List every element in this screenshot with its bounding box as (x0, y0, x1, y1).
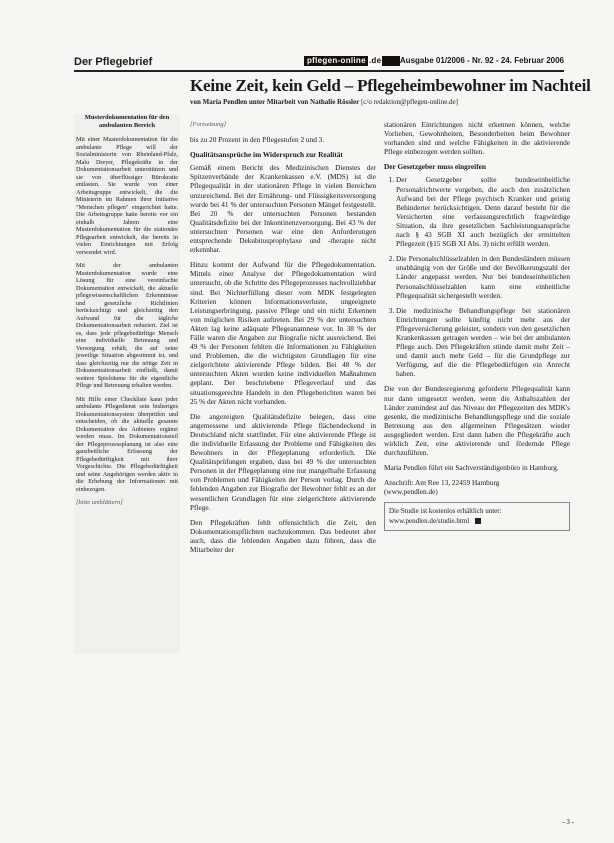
paragraph: Den Pflegekräften fehlt offensichtlich die Zeit, den Dokumentationspflichten nachzukommen. Das bedeutet aber auch, dass die fehlenden Angaben dazu führen, dass die Mitarbeiter der (190, 517, 376, 555)
list-item: 2. Die Personalschlüsselzahlen in den Bundesländern müssen unabhängig von der Größe und der Bevölkerungszahl der Länder angepasst werden. Nur bei bundeseinheitlichen Personalschlüsselzahlen kann eine einheitliche Pflegequalität sichergestellt werden. (396, 254, 570, 299)
website-link[interactable]: (www.pendlen.de) (384, 487, 438, 497)
address (384, 478, 570, 496)
newsletter-header (74, 56, 564, 72)
paragraph: Gemäß einem Bericht des Medizinischen Dienstes der Spitzenverbände der Krankenkassen e.V. (MDS) ist die Pflegequalität in der stationären Pflege in vielen Bereichen unzureichend. Bei der Ernährung- und Flüssigkeitsversorgung wurde bei 41 % der untersuchten Personen Mängel festgestellt. Bei 20 % der untersuchten Personen bestanden Qualitätsdefizite bei der Inkontinenzversorgung. Bei 43 % der untersuchten Personen war eine den Anforderungen entsprechende Dekubitusprophylaxe und -therapie nicht erkennbar. (190, 163, 376, 255)
study-box (384, 502, 570, 530)
study-link[interactable]: www.pendlen.de/studie.html (389, 516, 470, 525)
list-item: 1. Der Gesetzgeber sollte bundeseinheitliche Personalrichtwerte vorgeben, die auch den zusätzlichen Aufwand bei der Pflege psychisch Kranker und geistig Behinderter berücksichtigen. Denn darauf besteht für die Versicherten eine verfassungsrechtlich fragwürdige Situation, da ihre gesetzlichen Sachleistungsansprüche nach § 43 SGB XI auch bezüglich der ermittelten Pflegezeit (§15 SGB XI Abs. 3) nicht erfüllt werden. (396, 175, 570, 248)
demands-list (384, 175, 570, 378)
sidebar-box (74, 114, 180, 654)
byline-authors: von Maria Pendlen unter Mitarbeit von Nathalie Rössler (190, 98, 360, 106)
continuation-note: [Fortsetzung] (190, 121, 227, 128)
list-item: 3. Die medizinische Behandlungspflege bei stationären Einrichtungen sollte künftig nicht mehr aus der Pflegeversicherung geleistet, sondern von den gesetzlichen Krankenkassen getragen werden – wie bei der ambulanten Pflege auch. Den Pflegekräften stünde damit mehr Zeit – und damit auch mehr Geld – für die Grundpflege zur Verfügung, auf die die Pflegebedürftigen ein Anrecht haben. (396, 306, 570, 379)
article-column-2 (190, 120, 376, 560)
paragraph: Hinzu kommt der Aufwand für die Pflegedokumentation. Mittels einer Analyse der Pflegedokumentation wird untersucht, ob die Schritte des Pflegeprozesses nachvollziehbar sind. Bei Nichterfüllung dieser vom MDK festgelegten Kriterien können Informationsverluste, ungeeignete Leistungserbringung, passive Pflege und ein nicht Erkennen von möglichen Risiken auftreten. Bei 29 % der untersuchten Akten lag keine adäquate Pflegeanamnese vor. In 38 % der Fälle waren die Angaben zur Biografie nicht ausreichend. Bei 49 % der Personen fehlten die Informationen zu Fähigkeiten und Problemen, die die wichtigsten Grundlagen für eine zielgerichtete aktivierende Pflege bilden. Bei 48 % der untersuchten Akten wurden keine individuellen Maßnahmen geplant. Der beschriebene Pflegeverlauf und das situationsgerechte Handeln in den Pflegeberichten waren bei 25 % der Akten nicht vorhanden. (190, 260, 376, 406)
sidebar-paragraph: Mit Hilfe einer Checkliste kann jeder ambulante Pflegedienst sein bisheriges Dokumentationssystem überprüfen und entscheiden, ob die aktuelle gesamte Dokumentation des Anbieters ergänzt werden muss. Im Dokumentationsteil der Pflegeprozessplanung ist also eine ganzheitliche Erfassung der Pflegebedürftigkeit mit ihrer Vorgeschichte. Die Pflegebedürftigkeit und seine Angehörigen werden aktiv in die Erhebung der Informationen mit einbezogen. (76, 395, 178, 493)
page-number: - 3 - (562, 818, 574, 826)
section-heading: Der Gesetzgeber muss eingreifen (384, 162, 486, 172)
byline-contact: [c/o redaktion@pflegen-online.de] (360, 98, 458, 106)
square-bullet-icon (475, 518, 481, 524)
article-headline: Keine Zeit, kein Geld – Pflegeheimbewohner im Nachteil (190, 76, 591, 95)
logo-tld: .de (368, 56, 382, 65)
section-heading: Qualitätsansprüche im Widerspruch zur Realität (190, 150, 343, 160)
paragraph: stationären Einrichtungen nicht erkennen können, welche Vorlieben, Gewohnheiten, Besonderheiten beim Bewohner vorhanden sind und welche Fähigkeiten in die aktivierende Pflege einbezogen werden sollten. (384, 120, 570, 157)
logo (304, 56, 400, 66)
article-byline (190, 98, 576, 106)
brand-title: Der Pflegebrief (74, 56, 153, 68)
paragraph: bis zu 20 Prozent in den Pflegestufen 2 und 3. (190, 135, 325, 145)
author-note: Maria Pendlen führt ein Sachverständigenbüro in Hamburg. (384, 463, 559, 473)
sidebar-paragraph: Mit einer Musterdokumentation für die ambulante Pflege will der Sozialministerin von Rheinland-Pfalz, Malu Dreyer, Pflegekräfte in der Dokumentationsarbeit unterstützen und sie von überflüssiger Bürokratie entlasten. Sie wurde von einer Arbeitsgruppe entwickelt, die die Ministerin im Rahmen ihrer Initiative "Menschen pflegen" eingerichtet hatte. Die Arbeitsgruppe hatte bereits vor ein einhalb Jahren eine Musterdokumentation für die stationäre Pflegearbeit entwickelt, die bereits in vielen Einrichtungen mit Erfolg verwendet wird. (76, 136, 178, 256)
issue-info: Ausgabe 01/2006 - Nr. 92 - 24. Februar 2006 (399, 56, 564, 65)
paragraph: Die angezeigten Qualitätsdefizite belegen, dass eine angemessene und aktivierende Pflege flächendeckend in Deutschland nicht stattfindet. Für eine aktivierende Pflege ist die individuelle Erfassung der Probleme und Fähigkeiten des Bewohners in der Pflegeplanung erforderlich. Die Qualitätsprüfungen ergaben, dass bei 49 % der untersuchten Personen in der Pflegeplanung eine nur mangelhafte Erfassung von Problemen und Fähigkeiten der Person vorlag. Durch die fehlenden Angaben zur Biografie der Bewohner fehlt es an der wesentlichen Grundlagen für eine zielgerichtete aktivierende Pflege. (190, 411, 376, 512)
address-text: Anschrift: Am Ree 13, 22459 Hamburg (384, 478, 500, 488)
paragraph: Die von der Bundesregierung geforderte Pflegequalität kann nur dann umgesetzt werden, wenn die Anhaltszahlen der Länder zumindest auf das Niveau der Pflegezeiten des MDK's gesenkt, die medizinische Behandlungspflege und die soziale Betreuung aus den allgemeinen Pflegesätzen wieder ausgegliedert werden. Erst dann haben die Pflegekräfte auch wirklich Zeit, eine aktivierende und fördernde Pflege durchzuführen. (384, 384, 570, 458)
sidebar-title: Musterdokumentation für den ambulanten Bereich (84, 114, 170, 129)
sidebar-continue-note: [bitte umblättern] (76, 499, 123, 506)
sidebar-paragraph: Mit der ambulanten Musterdokumentation wurde eine Lösung für eine vereinfachte Dokumentation entwickelt, die aktuelle pflegewissenschaftlichen Erkenntnisse und gesetzliche Richtlinien berücksichtigt und gleichzeitig den Aufwand für die tägliche Dokumentationsarbeit reduziert. Ziel ist es, dass jede pflegebedürftige Mensch eine individuelle Betreuung und Versorgung erhält, die auf seine jeweilige Situation abgestimmt ist, und dass gleichzeitig nur die nötige Zeit in Dokumentationsarbeit einfließt, damit weitere Spielräume für die eigentliche Pflege und Betreuung erhalten werden. (76, 262, 178, 389)
logo-text: pflegen-online (307, 56, 366, 65)
study-note: Die Studie ist kostenlos erhältlich unter: (389, 507, 502, 516)
article-column-3 (384, 120, 570, 531)
